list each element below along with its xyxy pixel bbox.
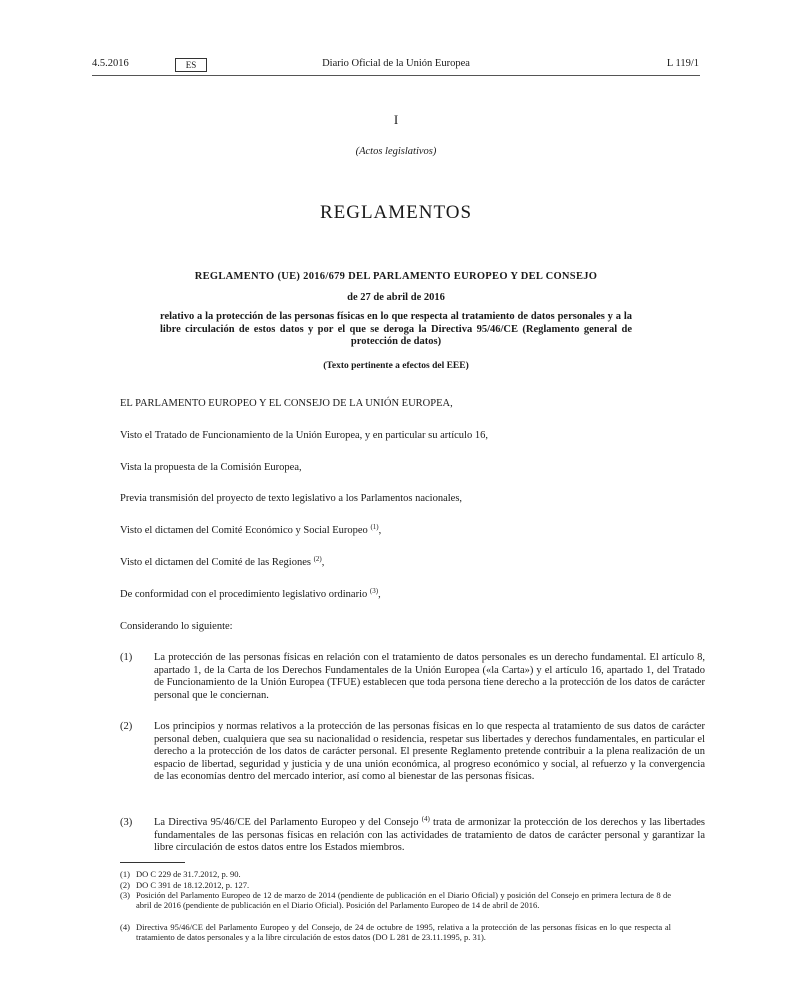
preamble-line: Previa transmisión del proyecto de texto legislativo a los Parlamentos nacionales, [120, 493, 463, 504]
preamble-line: Visto el dictamen del Comité de las Regiones $^{(2)}$, [120, 555, 325, 568]
footnote-text: Posición del Parlamento Europeo de 12 de marzo de 2014 (pendiente de publicación en el Diario Oficial) y posición del Consejo en primera lectura de 8 de abril de 2016 (pendiente de publicación en el Diario Oficial). Posición del Parlamento Europeo de 14 de abril de 2016. [136, 890, 671, 911]
recital-text: Los principios y normas relativos a la protección de las personas físicas en lo que respecta al tratamiento de sus datos de carácter personal deben, cualquiera que sea su nacionalidad o residencia, respetar sus libertades y derechos fundamentales, en particular el derecho a la protección de los datos de carácter personal. El presente Reglamento pretende contribuir a la plena realización de un espacio de libertad, seguridad y justicia y de una unión económica, al progreso económico y social, al refuerzo y la convergencia de las economías dentro del mercado interior, así como al bienestar de las personas físicas. [154, 721, 705, 783]
regulation-date: de 27 de abril de 2016 [347, 292, 445, 303]
publication-date: 4.5.2016 [92, 58, 129, 69]
preamble-line: Vista la propuesta de la Comisión Europea, [120, 462, 302, 473]
footnote-text: DO C 229 de 31.7.2012, p. 90. [136, 869, 241, 879]
footnote-ref[interactable]: (2) [313, 555, 322, 563]
footnote-ref[interactable]: (4) [421, 815, 430, 823]
series-numeral: I [393, 112, 399, 127]
preamble-line: Considerando lo siguiente: [120, 621, 233, 632]
footnote-ref[interactable]: (3) [369, 587, 379, 595]
regulation-subject: relativo a la protección de las personas físicas en lo que respecta al tratamiento de datos personales y a la libre circulación de estos datos y por el que se deroga la Directiva 95/46/CE (Reglamento general de protección de datos) [160, 311, 632, 347]
footnote-divider [120, 862, 185, 863]
footnote-text: Directiva 95/46/CE del Parlamento Europeo y del Consejo, de 24 de octubre de 1995, relativa a la protección de las personas físicas en lo que respecta al tratamiento de datos personales y a la libre circulación de estos datos (DO L 281 de 23.11.1995, p. 31). [136, 922, 671, 943]
regulation-title: REGLAMENTO (UE) 2016/679 DEL PARLAMENTO EUROPEO Y DEL CONSEJO [194, 271, 598, 282]
footnote-number: (3) [120, 890, 130, 900]
footnote-text: DO C 391 de 18.12.2012, p. 127. [136, 880, 250, 890]
recital-number: (3) [120, 817, 133, 828]
footnote-number: (1) [120, 869, 130, 879]
preamble-line: Visto el dictamen del Comité Económico y Social Europeo $^{(1)}$, [120, 523, 382, 536]
footnote-number: (2) [120, 880, 130, 890]
preamble-line: Visto el Tratado de Funcionamiento de la Unión Europea, y en particular su artículo 16, [120, 430, 488, 441]
recital-text: La protección de las personas físicas en relación con el tratamiento de datos personales es un derecho fundamental. El artículo 8, apartado 1, de la Carta de los Derechos Fundamentales de la Unión Europea («la Carta») y el artículo 16, apartado 1, del Tratado de Funcionamiento de la Unión Europea (TFUE) establecen que toda persona tiene derecho a la protección de los datos de carácter personal que le conciernan. [154, 652, 705, 701]
footnote-number: (4) [120, 922, 130, 932]
header-divider [92, 75, 700, 76]
recital-number: (1) [120, 652, 133, 663]
page-reference: L 119/1 [666, 58, 699, 69]
language-badge: ES [175, 58, 207, 72]
recital-number: (2) [120, 721, 133, 732]
footnote-ref[interactable]: (1) [370, 523, 379, 531]
recital-text: La Directiva 95/46/CE del Parlamento Europeo y del Consejo $^{(4)}$ trata de armonizar la protección de los derechos y las libertades fundamentales de las personas físicas en relación con las actividades de tratamiento de datos de carácter personal y garantizar la libre circulación de estos datos entre los Estados miembros. [154, 815, 706, 854]
eee-relevance: (Texto pertinente a efectos del EEE) [323, 361, 469, 371]
preamble-line: EL PARLAMENTO EUROPEO Y EL CONSEJO DE LA UNIÓN EUROPEA, [120, 398, 453, 409]
journal-name: Diario Oficial de la Unión Europea [322, 58, 470, 69]
acts-label: (Actos legislativos) [355, 146, 437, 157]
preamble-line: De conformidad con el procedimiento legislativo ordinario $^{(3)}$, [120, 587, 381, 600]
section-heading: REGLAMENTOS [319, 202, 473, 223]
